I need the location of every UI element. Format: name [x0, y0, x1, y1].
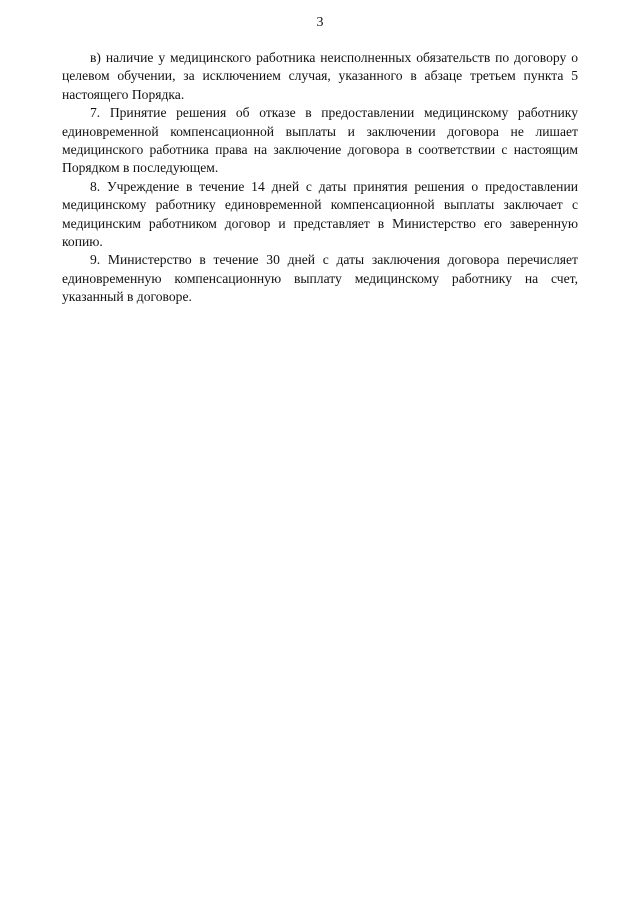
page-number: 3 — [316, 15, 324, 30]
paragraph-subitem-v: в) наличие у медицинского работника неисполненных обязательств по договору о целевом обучении, за исключением случая, указанного в абзаце третьем пункта 5 настоящего Порядка. — [62, 50, 578, 102]
document-body — [62, 49, 578, 307]
paragraph-item-7: 7. Принятие решения об отказе в предоставлении медицинскому работнику единовременной компенсационной выплаты и заключении договора не лишает медицинского работника права на заключение договора в соответствии с настоящим Порядком в последующем. — [62, 105, 578, 176]
paragraph-item-9: 9. Министерство в течение 30 дней с даты заключения договора перечисляет единовременную компенсационную выплату медицинскому работнику на счет, указанный в договоре. — [62, 252, 578, 305]
paragraph-item-8: 8. Учреждение в течение 14 дней с даты принятия решения о предоставлении медицинскому работнику единовременной компенсационной выплаты заключает с медицинским работником договор и представляет в Министерство его заверенную копию. — [62, 178, 578, 250]
